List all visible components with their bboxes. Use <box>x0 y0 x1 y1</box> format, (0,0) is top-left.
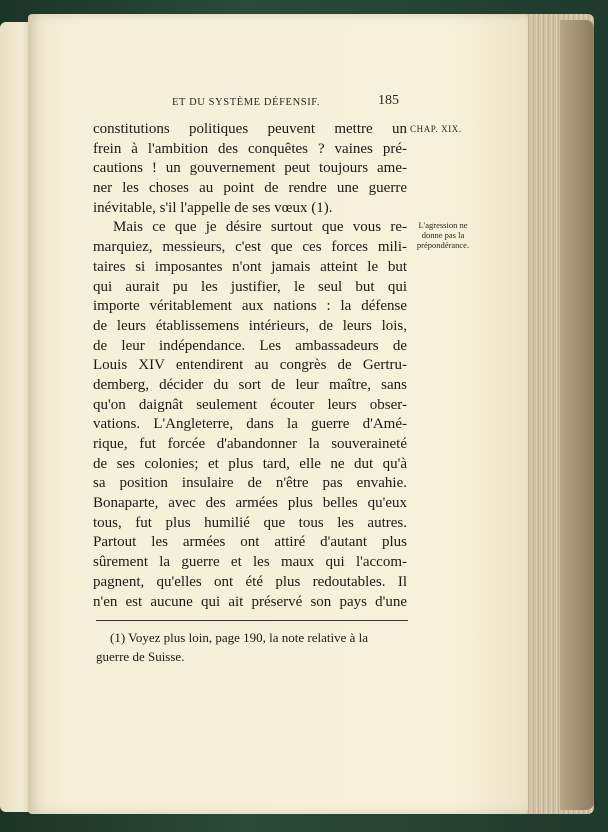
cover-edge <box>560 20 594 810</box>
text-line: inévitable, s'il l'appelle de ses vœux (1). <box>93 199 333 216</box>
marginal-note-line: prépondérance. <box>416 240 470 250</box>
marginal-note-line: donne pas la <box>421 230 465 240</box>
text-line: demberg, décider du sort de leur maître, sans <box>93 376 407 393</box>
text-line: n'en est aucune qui ait préservé son pays d'une <box>93 593 407 610</box>
footnote-line: (1) Voyez plus loin, page 190, la note relative à la <box>110 630 369 645</box>
text-line: frein à l'ambition des conquêtes ? vaines pré- <box>93 140 407 157</box>
text-line: cautions ! un gouvernement peut toujours ame- <box>93 160 407 177</box>
text-line: de leur indépendance. Les ambassadeurs de <box>93 337 407 354</box>
footnote <box>96 628 412 666</box>
text-line: importe véritablement aux nations : la défense <box>93 298 407 315</box>
text-line: sûrement la guerre et les maux qui l'accom- <box>93 554 407 571</box>
text-line: vations. L'Angleterre, dans la guerre d'Amé- <box>93 416 407 433</box>
text-line: ner les choses au point de rendre une guerre <box>93 180 407 197</box>
footnote-rule <box>96 620 408 621</box>
text-line: rique, fut forcée d'abandonner la souveraineté <box>93 436 407 452</box>
text-line: sa position insulaire de n'être pas envahie. <box>93 475 407 492</box>
text-line: qu'on daignât seulement écouter leurs obser- <box>93 396 407 413</box>
text-line: taires si imposantes n'ont jamais atteint le but <box>93 258 407 275</box>
text-line: Mais ce que je désire surtout que vous re- <box>113 219 407 236</box>
marginal-note <box>408 220 478 250</box>
text-line: tous, fut plus humilié que tous les autres. <box>93 514 407 531</box>
page-number: 185 <box>378 93 399 108</box>
marginal-note-line: L'agression ne <box>418 220 468 230</box>
body-text <box>93 120 407 612</box>
text-line: de ses colonies; et plus tard, elle ne dut qu'à <box>93 455 407 472</box>
text-line: Partout les armées ont attiré d'autant plus <box>93 534 407 551</box>
text-line: constitutions politiques peuvent mettre un <box>93 121 407 137</box>
text-line: marquiez, messieurs, c'est que ces forces mili- <box>93 239 407 256</box>
text-line: Louis XIV entendirent au congrès de Gertru- <box>93 357 407 374</box>
footnote-line: guerre de Suisse. <box>96 649 185 664</box>
text-line: Bonaparte, avec des armées plus belles qu'eux <box>93 495 407 512</box>
text-line: pagnent, qu'elles ont été plus redoutables. Il <box>93 573 407 590</box>
text-line: de leurs établissemens intérieurs, de leurs lois, <box>93 317 407 334</box>
chapter-marker: CHAP. XIX. <box>410 124 462 134</box>
text-line: qui aurait pu les justifier, le seul but qui <box>93 278 407 295</box>
running-head: ET DU SYSTÈME DÉFENSIF. <box>172 97 321 108</box>
